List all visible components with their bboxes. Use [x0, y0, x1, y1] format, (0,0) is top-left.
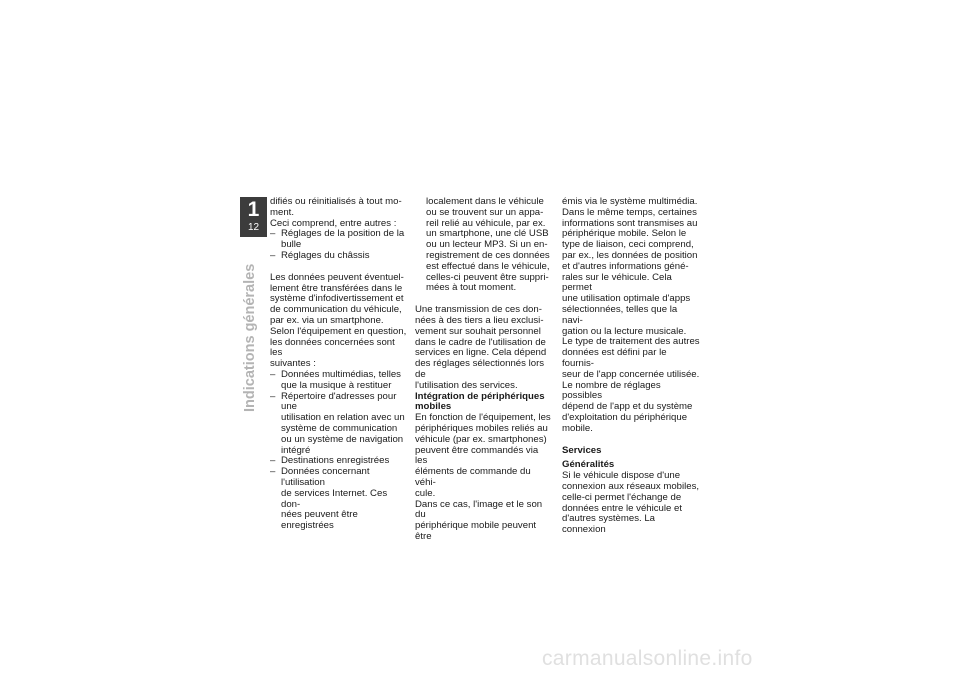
dash-bullet: – [270, 368, 276, 380]
text-line: par ex. via un smartphone. [270, 314, 384, 326]
text-line: d'exploitation du périphérique [562, 411, 688, 423]
text-line: mobile. [562, 422, 593, 434]
text-line: ou un lecteur MP3. Si un en- [426, 239, 548, 251]
text-line: Réglages de la position de la [281, 228, 405, 240]
text-column-1 [270, 197, 408, 532]
text-line: ou se trouvent sur un appa- [426, 206, 544, 218]
text-line: ou un système de navigation [281, 433, 404, 445]
text-line: celle-ci permet l'échange de [562, 491, 682, 503]
text-line: Ceci comprend, entre autres : [270, 217, 397, 229]
text-line: sélectionnées, telles que la navi- [562, 303, 678, 326]
text-line: système d'infodivertissement et [270, 293, 404, 305]
text-line: mées à tout moment. [426, 282, 517, 294]
text-line: connexion aux réseaux mobiles, [562, 480, 700, 492]
chapter-title-vertical [240, 258, 260, 412]
text-line: Les données peuvent éventuel- [270, 271, 404, 283]
text-line: les données concernées sont les [270, 336, 395, 359]
text-line: ment. [270, 206, 294, 218]
chapter-title: Indications générales [242, 263, 258, 412]
text-line: un smartphone, une clé USB [426, 228, 549, 240]
text-line: nées à des tiers a lieu exclusi- [415, 314, 544, 326]
text-line: éléments de commande du véhi- [415, 466, 531, 488]
text-line: gation ou la lecture musicale. [562, 325, 687, 337]
text-line: système de communication [281, 422, 398, 434]
text-line: d'autres systèmes. La connexion [562, 513, 656, 536]
list-item-continuation [415, 197, 553, 294]
text-column-2 [415, 197, 553, 543]
text-line: véhicule (par ex. smartphones) [415, 433, 547, 445]
list-item [270, 392, 408, 457]
text-line: Réglages du châssis [281, 249, 370, 261]
section-heading: Intégration de périphériques [415, 390, 545, 402]
text-line: celles-ci peuvent être suppri- [426, 271, 549, 283]
text-line: localement dans le véhicule [426, 196, 544, 207]
text-line: intégré [281, 444, 311, 456]
chapter-number: 1 [247, 198, 260, 221]
text-line: Données multimédias, telles [281, 368, 401, 380]
text-line: peuvent être commandés via les [415, 444, 539, 467]
text-line: utilisation en relation avec un [281, 412, 405, 424]
watermark: carmanualsonline.info [542, 647, 753, 670]
text-line: Le type de traitement des autres [562, 336, 700, 348]
text-line: de communication du véhicule, [270, 304, 402, 316]
list-item [270, 229, 408, 251]
text-line: émis via le système multimédia. [562, 196, 698, 207]
text-line: de services Internet. Ces don- [281, 487, 388, 510]
text-line: Dans le même temps, certaines [562, 206, 697, 218]
text-line: suivantes : [270, 358, 316, 370]
section-heading: mobiles [415, 401, 452, 413]
text-line: des réglages sélectionnés lors de [415, 358, 545, 380]
text-line: Répertoire d'adresses pour une [281, 390, 397, 413]
text-line: registrement de ces données [426, 249, 550, 261]
text-line: type de liaison, ceci comprend, [562, 239, 694, 251]
text-line: une utilisation optimale d'apps [562, 293, 691, 305]
list-item [270, 467, 408, 532]
text-line: est effectué dans le véhicule, [426, 260, 550, 272]
text-line: services en ligne. Cela dépend [415, 347, 547, 359]
chapter-marker [240, 197, 267, 237]
dash-bullet: – [270, 390, 276, 402]
list-item [270, 370, 408, 392]
text-line: dépend de l'app et du système [562, 401, 693, 413]
text-line: Le nombre de réglages possibles [562, 379, 661, 402]
text-line: données entre le véhicule et [562, 502, 683, 514]
text-line: cule. [415, 487, 436, 499]
text-line: dans le cadre de l'utilisation de [415, 336, 546, 348]
text-line: seur de l'app concernée utilisée. [562, 368, 700, 380]
text-line: périphériques mobiles reliés au [415, 422, 548, 434]
dash-bullet: – [270, 249, 276, 261]
text-line: nées peuvent être enregistrées [281, 509, 358, 532]
text-line: Destinations enregistrées [281, 455, 390, 467]
subsection-heading: Généralités [562, 459, 615, 471]
text-line: Une transmission de ces don- [415, 304, 542, 316]
text-line: par ex., les données de position [562, 249, 698, 261]
dash-bullet: – [270, 228, 276, 240]
text-line: Données concernant l'utilisation [281, 466, 370, 488]
page-number: 12 [247, 222, 260, 233]
dash-bullet: – [270, 466, 276, 478]
text-line: que la musique à restituer [281, 379, 392, 391]
text-line: difiés ou réinitialisés à tout mo- [270, 196, 402, 207]
text-line: rales sur le véhicule. Cela permet [562, 271, 672, 294]
text-line: données est défini par le fournis- [562, 347, 667, 369]
section-heading: Services [562, 444, 602, 456]
text-column-3 [562, 197, 700, 536]
text-line: vement sur souhait personnel [415, 325, 541, 337]
text-line: informations sont transmises au [562, 217, 698, 229]
dash-bullet: – [270, 455, 276, 467]
text-line: périphérique mobile peuvent être [415, 520, 537, 542]
text-line: En fonction de l'équipement, les [415, 412, 551, 424]
text-line: reil relié au véhicule, par ex. [426, 217, 546, 229]
text-line: lement être transférées dans le [270, 282, 403, 294]
text-line: bulle [281, 239, 302, 251]
text-line: périphérique mobile. Selon le [562, 228, 687, 240]
text-line: Si le véhicule dispose d'une [562, 470, 681, 482]
text-line: Selon l'équipement en question, [270, 325, 407, 337]
list-item [270, 251, 408, 262]
text-line: Dans ce cas, l'image et le son du [415, 498, 543, 521]
text-line: et d'autres informations géné- [562, 260, 689, 272]
text-line: l'utilisation des services. [415, 379, 518, 391]
